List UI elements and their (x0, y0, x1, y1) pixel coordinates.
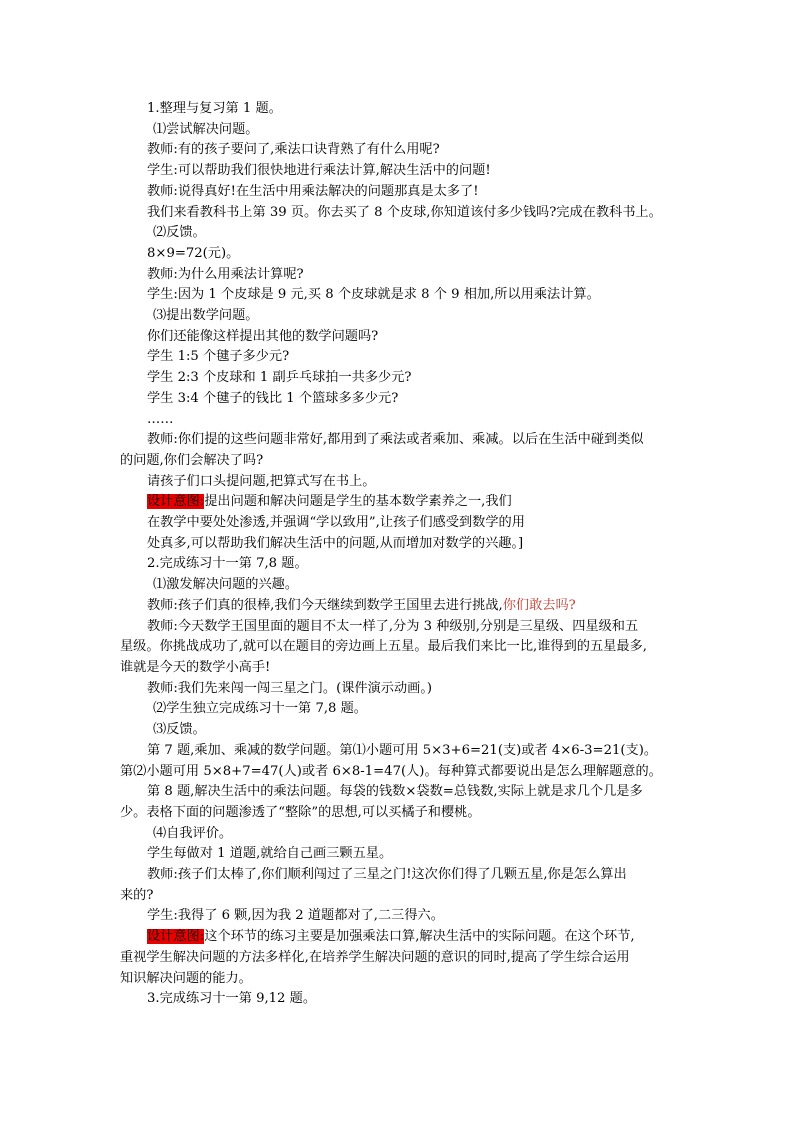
section-heading-1: 1.整理与复习第 1 题。 (147, 101, 282, 116)
subsection-heading: ⑴激发解决问题的兴趣。 (153, 577, 299, 593)
formula-line: 8×9=72(元)。 (147, 245, 240, 261)
body-text-continued: 少。表格下面的问题渗透了“整除”的思想,可以买橘子和樱桃。 (120, 804, 481, 820)
dialogue-line-continued: 星级。你挑战成功了,就可以在题目的旁边画上五星。最后我们来比一比,谁得到的五星最多, (120, 639, 647, 655)
body-text: 请孩子们口头提问题,把算式写在书上。 (147, 473, 376, 489)
design-intent-tag: 设计意图: (147, 929, 205, 945)
ellipsis-line: …… (147, 411, 174, 427)
body-text: 你们还能像这样提出其他的数学问题吗? (147, 328, 379, 344)
subsection-heading: ⑷自我评价。 (153, 825, 233, 841)
dialogue-line: 教师:孩子们太棒了,你们顺利闯过了三星之门!这次你们得了几颗五星,你是怎么算出 (147, 867, 627, 883)
design-intent-note-continued: 在教学中要处处渗透,并强调“学以致用”,让孩子们感受到数学的用 (147, 515, 525, 531)
dialogue-line: 学生:可以帮助我们很快地进行乘法计算,解决生活中的问题! (147, 163, 491, 179)
document-body (120, 99, 695, 1010)
dialogue-line-continued: 的问题,你们会解决了吗? (120, 452, 264, 468)
subsection-heading: ⑶提出数学问题。 (153, 308, 259, 324)
body-text: 第 7 题,乘加、乘减的数学问题。第⑴小题可用 5×3+6=21(支)或者 4×6-3=21(支)。 (147, 742, 658, 758)
dialogue-line: 学生 3:4 个毽子的钱比 1 个篮球多多少元? (147, 390, 399, 406)
dialogue-line: 学生 2:3 个皮球和 1 副乒乓球拍一共多少元? (147, 370, 412, 386)
body-text-continued: 第⑵小题可用 5×8+7=47(人)或者 6×8-1=47(人)。每种算式都要说出是怎么理解题意的。 (120, 763, 662, 779)
dialogue-line: 教师:为什么用乘法计算呢? (147, 266, 304, 282)
subsection-heading: ⑴尝试解决问题。 (153, 121, 259, 137)
dialogue-line: 教师:我们先来闯一闯三星之门。(课件演示动画。) (147, 680, 433, 696)
dialogue-line-continued: 谁就是今天的数学小高手! (120, 659, 271, 675)
dialogue-line: 教师:说得真好!在生活中用乘法解决的问题那真是太多了! (147, 183, 479, 199)
dialogue-line-continued: 来的? (120, 887, 154, 903)
highlighted-question: 你们敢去吗? (502, 597, 576, 613)
subsection-heading: ⑵反馈。 (153, 225, 206, 241)
body-text: 第 8 题,解决生活中的乘法问题。每袋的钱数×袋数=总钱数,实际上就是求几个几是多 (147, 784, 643, 800)
section-heading-3: 3.完成练习十一第 9,12 题。 (147, 991, 317, 1007)
design-intent-note-continued: 处真多,可以帮助我们解决生活中的问题,从而增加对数学的兴趣。] (147, 535, 524, 551)
dialogue-line: 教师:你们提的这些问题非常好,都用到了乘法或者乘加、乘减。以后在生活中碰到类似 (147, 432, 644, 448)
dialogue-line: 教师:今天数学王国里面的题目不太一样了,分为 3 种级别,分别是三星级、四星级和五 (147, 618, 639, 634)
dialogue-line: 教师:孩子们真的很棒,我们今天继续到数学王国里去进行挑战,你们敢去吗? (147, 597, 576, 613)
body-text: 我们来看教科书上第 39 页。你去买了 8 个皮球,你知道该付多少钱吗?完成在教科书上。 (147, 204, 662, 220)
design-intent-note: 设计意图:提出问题和解决问题是学生的基本数学素养之一,我们 (147, 494, 512, 510)
dialogue-line: 学生:我得了 6 颗,因为我 2 道题都对了,二三得六。 (147, 908, 444, 924)
dialogue-line: 学生:因为 1 个皮球是 9 元,买 8 个皮球就是求 8 个 9 相加,所以用乘法计算。 (147, 287, 600, 303)
design-intent-note-continued: 知识解决问题的能力。 (120, 970, 252, 986)
body-text: 学生每做对 1 道题,就给自己画三颗五星。 (147, 846, 393, 862)
design-intent-note: 设计意图:这个环节的练习主要是加强乘法口算,解决生活中的实际问题。在这个环节, (147, 929, 635, 945)
design-intent-tag: 设计意图: (147, 494, 205, 510)
dialogue-line: 教师:有的孩子要问了,乘法口诀背熟了有什么用呢? (147, 142, 440, 158)
section-heading-2: 2.完成练习十一第 7,8 题。 (147, 556, 308, 572)
subsection-heading: ⑶反馈。 (153, 722, 206, 738)
design-intent-note-continued: 重视学生解决问题的方法多样化,在培养学生解决问题的意识的同时,提高了学生综合运用 (120, 949, 630, 965)
subsection-heading: ⑵学生独立完成练习十一第 7,8 题。 (153, 701, 367, 717)
dialogue-line: 学生 1:5 个毽子多少元? (147, 349, 290, 365)
